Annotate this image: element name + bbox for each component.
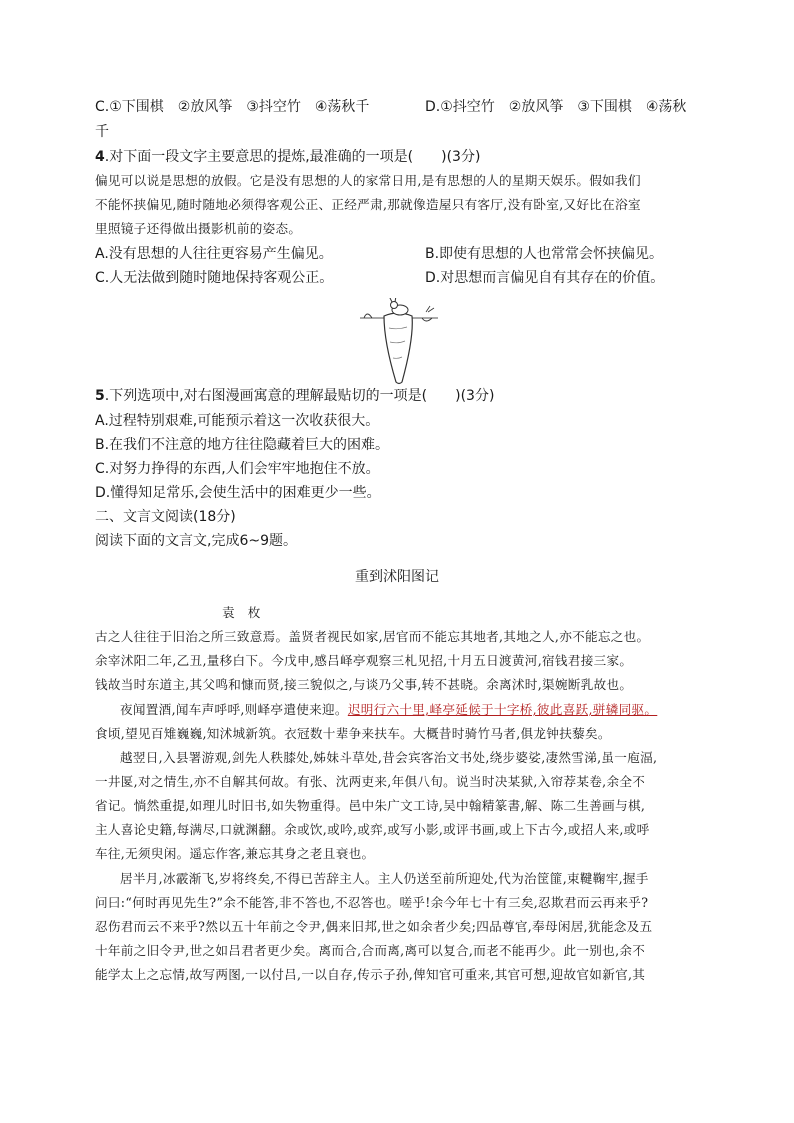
essay-line: 车往,无须臾闲。遥忘作客,兼忘其身之老且衰也。 xyxy=(95,846,375,861)
essay-line xyxy=(120,700,657,720)
essay-author: 袁 枚 xyxy=(222,605,261,620)
q4-option-c: C.人无法做到随时随地保持客观公正。 xyxy=(95,270,334,286)
essay-text: 夜闻置酒,闻车声呼呼,则峄亭遣使来迎。 xyxy=(120,702,348,717)
rabbit-on-carrot-icon xyxy=(354,298,442,386)
q5-option-a: A.过程特别艰难,可能预示着这一次收获很大。 xyxy=(95,413,380,429)
q3-option-d-wrap: 千 xyxy=(95,124,109,140)
q5-option-d: D.懂得知足常乐,会使生活中的困难更少一些。 xyxy=(95,485,381,501)
q4-option-d: D.对思想而言偏见自有其存在的价值。 xyxy=(425,270,665,286)
essay-title: 重到沭阳图记 xyxy=(355,569,439,585)
essay-line: 一井匽,对之情生,亦不自解其何故。有张、沈两吏来,年俱八旬。说当时决某狱,入帘荐某卷,余全不 xyxy=(95,774,646,789)
essay-line: 钱故当时东道主,其父鸣和慷而贤,接三貌似之,与谈乃父事,转不甚晓。余离沭时,渠婉断乳故也。 xyxy=(95,677,633,692)
q5-stem xyxy=(95,386,494,406)
essay-line: 能学太上之忘情,故写两图,一以付吕,一以自存,传示子孙,俾知官可重来,其官可想,迎故官如新官,其 xyxy=(95,967,646,982)
q4-option-b: B.即使有思想的人也常常会怀挟偏见。 xyxy=(425,246,664,262)
essay-line: 居半月,冰霰渐飞,岁将终矣,不得已苦辞主人。主人仍送至前所迎处,代为治筐篚,束鞬鞠牢,握手 xyxy=(120,871,649,886)
q5-option-c: C.对努力挣得的东西,人们会牢牢地抱住不放。 xyxy=(95,461,380,477)
q4-stem xyxy=(95,147,480,167)
highlighted-sentence: 迟明行六十里,峄亭延候于十字桥,彼此喜跃,骈辚同驱。 xyxy=(347,702,658,717)
essay-line: 食顷,望见百雉巍巍,知沭城新筑。衣冠数十辈争来扶车。大概昔时骑竹马者,俱龙钟扶藜矣。 xyxy=(95,726,611,741)
q4-passage-line: 偏见可以说是思想的放假。它是没有思想的人的家常日用,是有思想的人的星期天娱乐。假如我们 xyxy=(95,173,641,188)
q4-stem-text: .对下面一段文字主要意思的提炼,最准确的一项是( )(3分) xyxy=(104,149,481,165)
essay-line: 越翌日,入县署游观,剑先人秩膝处,姊妹斗草处,昔会宾客治文书处,绕步婆娑,凄然雪涕,虽一庖湢, xyxy=(120,750,658,765)
essay-line: 余宰沭阳二年,乙丑,量移白下。今戊申,感吕峄亭观察三札见招,十月五日渡黄河,宿钱君接三家。 xyxy=(95,653,633,668)
essay-line: 省记。惝然重提,如理儿时旧书,如失物重得。邑中朱广文工诗,吴中翰精篆書,解、陈二生善画与棋, xyxy=(95,798,646,813)
essay-line: 忍伤君而云不来乎?然以五十年前之令尹,偶来旧邦,世之如余者少矣;四品尊官,奉母闲居,犹能念及五 xyxy=(95,919,653,934)
q4-option-a: A.没有思想的人往往更容易产生偏见。 xyxy=(95,246,333,262)
essay-line: 主人喜论史籍,每满尽,口就渊翻。余或饮,或吟,或弈,或写小影,或评书画,或上下古今,或招人来,或呼 xyxy=(95,822,650,837)
section-heading: 二、文言文阅读(18分) xyxy=(95,509,236,525)
essay-line: 古之人往往于旧治之所三致意焉。盖贤者视民如家,居官而不能忘其地者,其地之人,亦不能忘之也。 xyxy=(95,629,650,644)
essay-line: 十年前之旧令尹,世之如吕君者更少矣。离而合,合而离,离可以复合,而老不能再少。此一别也,余不 xyxy=(95,943,646,958)
q5-stem-text: .下列选项中,对右图漫画寓意的理解最贴切的一项是( )(3分) xyxy=(104,388,495,404)
q5-number: 5 xyxy=(95,388,105,404)
q4-number: 4 xyxy=(95,149,105,165)
q5-option-b: B.在我们不注意的地方往往隐藏着巨大的困难。 xyxy=(95,437,390,453)
q3-option-d: D.①抖空竹 ②放风筝 ③下围棋 ④荡秋 xyxy=(425,99,687,115)
q3-option-c: C.①下围棋 ②放风筝 ③抖空竹 ④荡秋千 xyxy=(95,99,370,115)
essay-line: 问曰:“何时再见先生?”余不能答,非不答也,不忍答也。嗟乎!余今年七十有三矣,忍欺君而云再来乎? xyxy=(95,895,649,910)
section-instruction: 阅读下面的文言文,完成6~9题。 xyxy=(95,533,297,549)
q4-passage-line: 里照镜子还得做出摄影机前的姿态。 xyxy=(95,221,302,236)
q4-passage-line: 不能怀挟偏见,随时随地必须得客观公正、正经严肃,那就像造屋只有客厅,没有卧室,又好比在浴室 xyxy=(95,197,641,212)
